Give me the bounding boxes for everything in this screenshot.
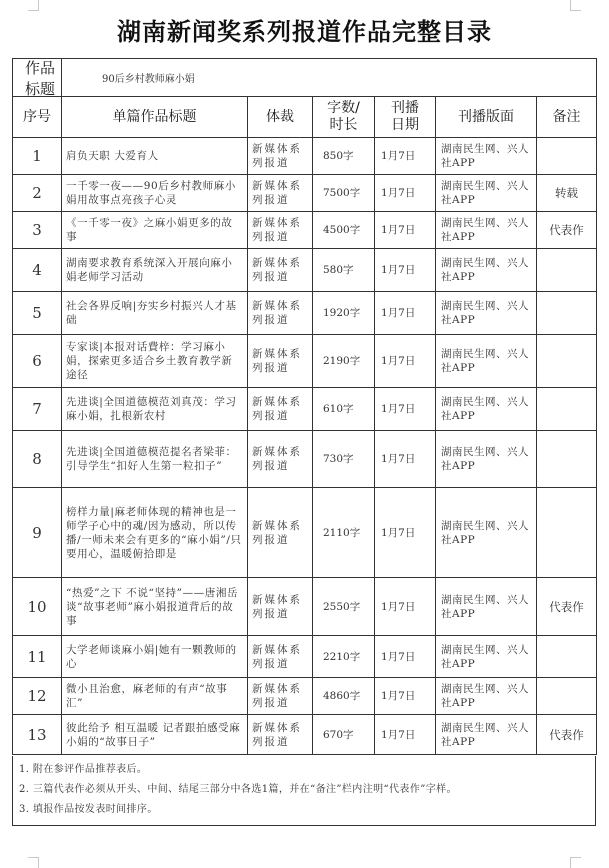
row-note: 代表作 <box>537 715 597 755</box>
row-seq: 3 <box>13 212 62 249</box>
row-genre: 新媒体系列报道 <box>248 431 313 488</box>
page-corner-mark <box>28 0 39 11</box>
row-date: 1月7日 <box>375 715 436 755</box>
row-genre: 新媒体系列报道 <box>248 715 313 755</box>
work-title-row <box>13 59 597 97</box>
table-row <box>13 175 597 212</box>
row-length: 2550字 <box>313 578 375 636</box>
row-genre: 新媒体系列报道 <box>248 249 313 292</box>
row-length: 730字 <box>313 431 375 488</box>
row-length: 2110字 <box>313 488 375 578</box>
page-corner-mark <box>28 857 39 868</box>
row-seq: 8 <box>13 431 62 488</box>
row-seq: 5 <box>13 292 62 335</box>
row-title: 彼此给予 相互温暖 记者跟拍感受麻小娟的“故事日子” <box>62 715 248 755</box>
row-publication: 湖南民生网、兴人社APP <box>436 292 537 335</box>
row-length: 1920字 <box>313 292 375 335</box>
row-seq: 4 <box>13 249 62 292</box>
row-seq: 13 <box>13 715 62 755</box>
row-genre: 新媒体系列报道 <box>248 636 313 678</box>
row-length: 2210字 <box>313 636 375 678</box>
row-genre: 新媒体系列报道 <box>248 292 313 335</box>
row-publication: 湖南民生网、兴人社APP <box>436 715 537 755</box>
row-genre: 新媒体系列报道 <box>248 488 313 578</box>
row-seq: 6 <box>13 335 62 388</box>
row-note <box>537 292 597 335</box>
row-genre: 新媒体系列报道 <box>248 138 313 175</box>
table-row <box>13 488 597 578</box>
row-title: 一千零一夜——90后乡村教师麻小娟用故事点亮孩子心灵 <box>62 175 248 212</box>
row-title: 社会各界反响|夯实乡村振兴人才基础 <box>62 292 248 335</box>
header-genre: 体裁 <box>248 97 313 138</box>
row-seq: 2 <box>13 175 62 212</box>
table-row <box>13 292 597 335</box>
work-title-label: 作品标题 <box>25 58 56 98</box>
row-note: 代表作 <box>537 212 597 249</box>
row-note <box>537 636 597 678</box>
row-publication: 湖南民生网、兴人社APP <box>436 488 537 578</box>
row-publication: 湖南民生网、兴人社APP <box>436 212 537 249</box>
document-title: 湖南新闻奖系列报道作品完整目录 <box>117 18 492 46</box>
table-row <box>13 335 597 388</box>
row-date: 1月7日 <box>375 636 436 678</box>
row-title: 湖南要求教育系统深入开展向麻小娟老师学习活动 <box>62 249 248 292</box>
row-date: 1月7日 <box>375 488 436 578</box>
row-publication: 湖南民生网、兴人社APP <box>436 388 537 431</box>
row-seq: 1 <box>13 138 62 175</box>
row-publication: 湖南民生网、兴人社APP <box>436 249 537 292</box>
work-title-cell <box>13 59 62 97</box>
footnote: 2. 三篇代表作必须从开头、中间、结尾三部分中各选1篇，并在“备注”栏内注明“代表作”字样。 <box>19 784 457 795</box>
table-header-row <box>13 97 597 138</box>
row-title: 大学老师谈麻小娟|她有一颗教师的心 <box>62 636 248 678</box>
row-length: 610字 <box>313 388 375 431</box>
row-title: “热爱”之下 不说“坚持”——唐湘岳谈“故事老师”麻小娟报道背后的故事 <box>62 578 248 636</box>
row-seq: 7 <box>13 388 62 431</box>
row-length: 7500字 <box>313 175 375 212</box>
row-date: 1月7日 <box>375 431 436 488</box>
footnote: 1. 附在参评作品推荐表后。 <box>19 764 148 775</box>
table-row <box>13 715 597 755</box>
table-row <box>13 431 597 488</box>
row-publication: 湖南民生网、兴人社APP <box>436 636 537 678</box>
header-note: 备注 <box>537 97 597 138</box>
table-row <box>13 578 597 636</box>
header-title: 单篇作品标题 <box>62 97 248 138</box>
header-publication: 刊播版面 <box>436 97 537 138</box>
row-note <box>537 678 597 715</box>
row-genre: 新媒体系列报道 <box>248 175 313 212</box>
row-length: 580字 <box>313 249 375 292</box>
work-title-value-cell: 90后乡村教师麻小娟 <box>62 59 597 97</box>
row-title: 微小且治愈，麻老师的有声“故事汇” <box>62 678 248 715</box>
header-length: 字数/ 时长 <box>313 97 375 138</box>
page-corner-mark <box>570 0 581 11</box>
row-seq: 9 <box>13 488 62 578</box>
footnotes <box>12 756 596 826</box>
row-note <box>537 431 597 488</box>
table-row <box>13 249 597 292</box>
row-genre: 新媒体系列报道 <box>248 578 313 636</box>
catalog-table <box>12 58 597 755</box>
row-genre: 新媒体系列报道 <box>248 388 313 431</box>
row-note <box>537 388 597 431</box>
table-row <box>13 138 597 175</box>
table-row <box>13 388 597 431</box>
row-seq: 12 <box>13 678 62 715</box>
row-title: 肩负天职 大爱育人 <box>62 138 248 175</box>
page-corner-mark <box>570 857 581 868</box>
row-date: 1月7日 <box>375 212 436 249</box>
row-title: 先进谈|全国道德模范提名者梁菲：引导学生“扣好人生第一粒扣子” <box>62 431 248 488</box>
row-date: 1月7日 <box>375 175 436 212</box>
row-date: 1月7日 <box>375 138 436 175</box>
row-date: 1月7日 <box>375 249 436 292</box>
row-date: 1月7日 <box>375 678 436 715</box>
row-title: 榜样力量|麻老师体现的精神也是一师学子心中的魂/因为感动，所以传播/一师未来会有更多的“麻小娟”/只要用心，温暖俯拾即是 <box>62 488 248 578</box>
row-publication: 湖南民生网、兴人社APP <box>436 431 537 488</box>
row-seq: 10 <box>13 578 62 636</box>
row-publication: 湖南民生网、兴人社APP <box>436 578 537 636</box>
row-note <box>537 138 597 175</box>
row-seq: 11 <box>13 636 62 678</box>
row-publication: 湖南民生网、兴人社APP <box>436 335 537 388</box>
row-length: 4860字 <box>313 678 375 715</box>
row-title: 先进谈|全国道德模范刘真茂：学习麻小娟，扎根新农村 <box>62 388 248 431</box>
row-note <box>537 249 597 292</box>
table-row <box>13 636 597 678</box>
row-note: 代表作 <box>537 578 597 636</box>
row-note: 转载 <box>537 175 597 212</box>
row-publication: 湖南民生网、兴人社APP <box>436 678 537 715</box>
row-publication: 湖南民生网、兴人社APP <box>436 175 537 212</box>
row-length: 670字 <box>313 715 375 755</box>
row-note <box>537 335 597 388</box>
row-genre: 新媒体系列报道 <box>248 678 313 715</box>
header-seq: 序号 <box>13 97 62 138</box>
row-date: 1月7日 <box>375 578 436 636</box>
row-length: 4500字 <box>313 212 375 249</box>
row-date: 1月7日 <box>375 388 436 431</box>
row-title: 专家谈|本报对话費梓：学习麻小娟，探索更多适合乡土教育教学新途径 <box>62 335 248 388</box>
row-genre: 新媒体系列报道 <box>248 335 313 388</box>
row-genre: 新媒体系列报道 <box>248 212 313 249</box>
row-length: 850字 <box>313 138 375 175</box>
row-title: 《一千零一夜》之麻小娟更多的故事 <box>62 212 248 249</box>
footnote: 3. 填报作品按发表时间排序。 <box>19 804 158 815</box>
row-publication: 湖南民生网、兴人社APP <box>436 138 537 175</box>
row-date: 1月7日 <box>375 335 436 388</box>
row-date: 1月7日 <box>375 292 436 335</box>
table-row <box>13 678 597 715</box>
table-row <box>13 212 597 249</box>
header-date: 刊播 日期 <box>375 97 436 138</box>
row-note <box>537 488 597 578</box>
row-length: 2190字 <box>313 335 375 388</box>
